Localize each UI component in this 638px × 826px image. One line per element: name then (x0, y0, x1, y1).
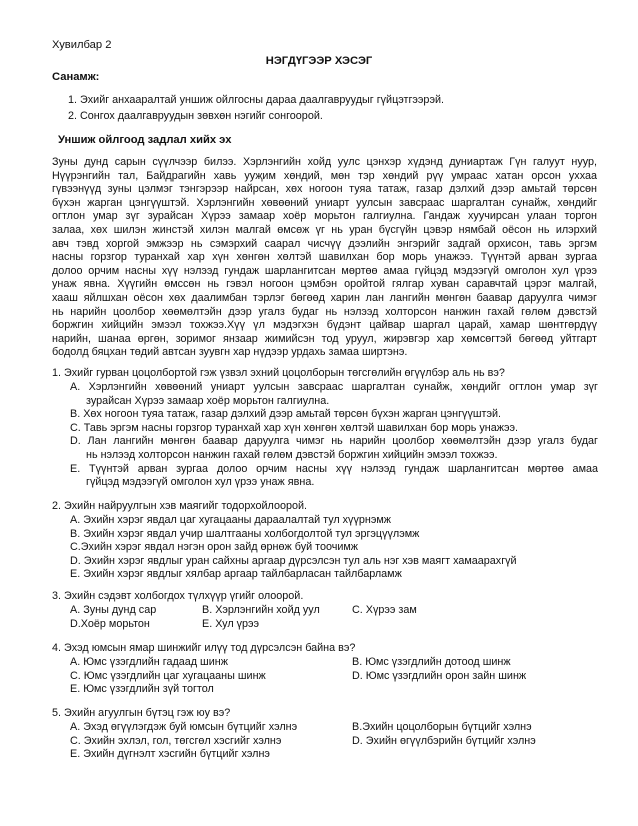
option-d-line-1: D. Лан лангийн мөнгөн баавар даруулга чимэг нь нарийн цоолбор хөөмөлтэйн дээр угалз будаг (70, 435, 598, 448)
instruction-1: 1. Эхийг анхааралтай уншиж ойлгосны дараа даалгавруудыг гүйцэтгээрэй. (68, 94, 444, 106)
passage-line: залаа, хөх шилэн жинстэй хилэн малгай өмсөж үг нь уран бүсгүйн цэвэр нямбай оёсон нь илэрхий (52, 223, 597, 236)
passage-line: бүхэн жарган цэнгүүштэй. Хэрлэнгийн хөвөөний униарт уулсын завсраас шаргалтан сунайж, хөндийг (52, 196, 597, 209)
reading-heading: Уншиж ойлгоод задлал хийх эх (58, 134, 232, 146)
variant-label: Хувилбар 2 (52, 39, 112, 51)
passage-line: Нүүрэнгийн тал, Байдрагийн хавь ууҗим хөндий, мөн тэр хөндий рүү умраас хатан орсон уххаа (52, 169, 597, 182)
passage-line: унаж явна. Хүүгийн өмссөн нь гэвэл ногоон цэмбэн оройтой гялгар хуван саравчтай цэрэг малгай, (52, 278, 597, 291)
passage-line: гүвээнүүд зуны цэлмэг тэнгэрээр найрсан, хөх ногоон туяа татаж, газар дэлхий дээр амьтай төрсөн (52, 183, 597, 196)
option-c: С. Эхийн эхлэл, гол, төгсгөл хэсгийг хэлнэ (70, 734, 282, 747)
option-a: А. Эхэд өгүүлэгдэж буй юмсын бүтцийг хэлнэ (70, 721, 298, 733)
option-e: Е. Хул үрээ (202, 617, 260, 630)
passage-line: хааш яйлшхан оёсон хөх даалимбан тэрлэг бөгөөд харин лан лангийн мөнгөн баавар даруулга чимэг (52, 291, 597, 304)
question-5-stem: 5. Эхийн агуулгын бүтэц гэж юу вэ? (52, 707, 231, 719)
option-e: Е. Юмс үзэгдлийн зүй тогтол (70, 683, 214, 696)
option-d: D.Хоёр морьтон (70, 617, 150, 630)
question-1-stem: 1. Эхийг гурван цоцолбортой гэж үзвэл эхний цоцолборын төгсгөлийн өгүүлбэр аль нь вэ? (52, 367, 505, 379)
option-d: D. Эхийн өгүүлбэрийн бүтцийг хэлнэ (352, 734, 536, 747)
option-d-line-2: нь нэлээд холторсон нанжин гахай гөлөм дэвстэй боржгин хийцийн эмээл тохжээ. (86, 448, 498, 461)
option-a: А. Юмс үзэгдлийн гадаад шинж (70, 656, 228, 668)
question-2-options (70, 514, 590, 582)
option-e-line-1: Е. Түүнтэй арван зургаа долоо орчим насны хүү нэлээд гундаж шарлангитсан мөртөө амаа (70, 462, 598, 475)
option-d: D. Эхийн хэрэг явдлыг уран сайхны аргаар дүрсэлсэн тул аль нэг хэв маягт хамаарахгүй (70, 554, 517, 567)
question-5-options (70, 721, 590, 762)
option-b: В. Хэрлэнгийн хойд уул (202, 604, 320, 616)
option-b: В. Юмс үзэгдлийн дотоод шинж (352, 656, 511, 668)
option-b: В. Хөх ногоон туяа татаж, газар дэлхий дээр амьтай төрсөн бүхэн жарган цэнгүүштэй. (70, 408, 501, 421)
option-e-line-2: гүйцэд мэдээгүй омголон хул үрээ унаж явна. (86, 476, 315, 489)
passage-line: насны горзгор туранхай хар хүн хөнгөн хөлтэй шавилхан бор морь унажээ. Түүнтэй арван зургаа (52, 251, 597, 264)
question-3-stem: 3. Эхийн сэдэвт холбогдох түлхүүр үгийг олоорой. (52, 590, 304, 602)
option-a-line-1: А. Хэрлэнгийн хөвөөний униарт уулсын завсраас шаргалтан сунайж, хөндийг огтлон умар зүг (70, 381, 598, 393)
option-a: А. Зуны дунд сар (70, 604, 157, 616)
option-e: Е. Эхийн хэрэг явдлыг хялбар аргаар тайлбарласан тайлбарламж (70, 568, 402, 581)
option-e: Е. Эхийн дүгнэлт хэсгийн бүтцийг хэлнэ (70, 748, 270, 761)
passage-line: Зуны дунд сарын сүүлчээр билээ. Хэрлэнгийн хойд уулс цэнхэр хүдэнд дуниартаж Гүн галуут нуур, (52, 156, 597, 168)
passage-line: авч тэвд хоргой эмжээр нь сэмэрхий саарал чисчүү дээлийн энгэрийг задгай орхисон, тавь эргэм (52, 237, 597, 250)
option-b: В. Эхийн хэрэг явдал учир шалтгааны холбогдолтой тул эргэцүүлэмж (70, 527, 420, 540)
question-2-stem: 2. Эхийн найруулгын хэв маягийг тодорхойлоорой. (52, 500, 308, 512)
option-d: D. Юмс үзэгдлийн орон зайн шинж (352, 669, 527, 682)
passage-line: долоо орчим насны хүү нэлээд гундаж шарлангитсан мөртөө амаа гүйцэд мэдээгүй омголон хул үрээ (52, 264, 597, 277)
passage-line: огтлон умар зүг зурайсан Хүрээ замаар хоёр морьтон галгиулна. Гандаж хуучирсан улаан торгон (52, 210, 597, 223)
note-label: Санамж: (52, 71, 100, 83)
option-c: С.Эхийн хэрэг явдал нэгэн орон зайд өрнөж буй тоочимж (70, 541, 359, 554)
passage-line: нарийн, шанаа өргөн, зоримог янзаар жимийсэн тод уруул, жирэвгэр хар хөмсөгтэй бөгөөд уйтгарт (52, 332, 597, 345)
option-c: С. Тавь эргэм насны горзгор туранхай хар хүн хөнгөн хөлтэй шавилхан бор морь унажээ. (70, 421, 518, 434)
passage-line: бодолд бяцхан төдий автсан зуувгн хар нүдээр урдахь замаа ширтэнэ. (52, 346, 408, 359)
question-3-options (70, 604, 590, 631)
option-a-line-2: зурайсан Хүрээ замаар хоёр морьтон галгиулна. (86, 394, 330, 407)
question-1-options (70, 381, 598, 490)
option-b: В.Эхийн цоцолборын бүтцийг хэлнэ (352, 721, 532, 733)
passage-line: нь нарийн цоолбор хөөмөлтэйн дээр угалз будаг нь нэлээд холторсон нанжин гахай гөлөм дэвстэй (52, 305, 597, 318)
instruction-2: 2. Сонгох даалгавруудын зөвхөн нэгийг сонгоорой. (68, 110, 323, 122)
question-4-options (70, 656, 590, 697)
option-a: А. Эхийн хэрэг явдал цаг хугацааны дараалалтай тул хүүрнэмж (70, 514, 391, 526)
option-c: С. Хүрээ зам (352, 604, 417, 616)
option-c: С. Юмс үзэгдлийн цаг хугацааны шинж (70, 669, 266, 682)
section-title: НЭГДҮГЭЭР ХЭСЭГ (265, 55, 373, 67)
reading-passage (52, 156, 597, 360)
question-4-stem: 4. Эхэд юмсын ямар шинжийг илүү тод дүрсэлсэн байна вэ? (52, 642, 356, 654)
passage-line: боржгин хийцийн эмээл тохжээ.Хүү үл мэдэгхэн бүдэнт цайвар шаргал царай, хамар шөнтгөрдүү (52, 319, 597, 332)
